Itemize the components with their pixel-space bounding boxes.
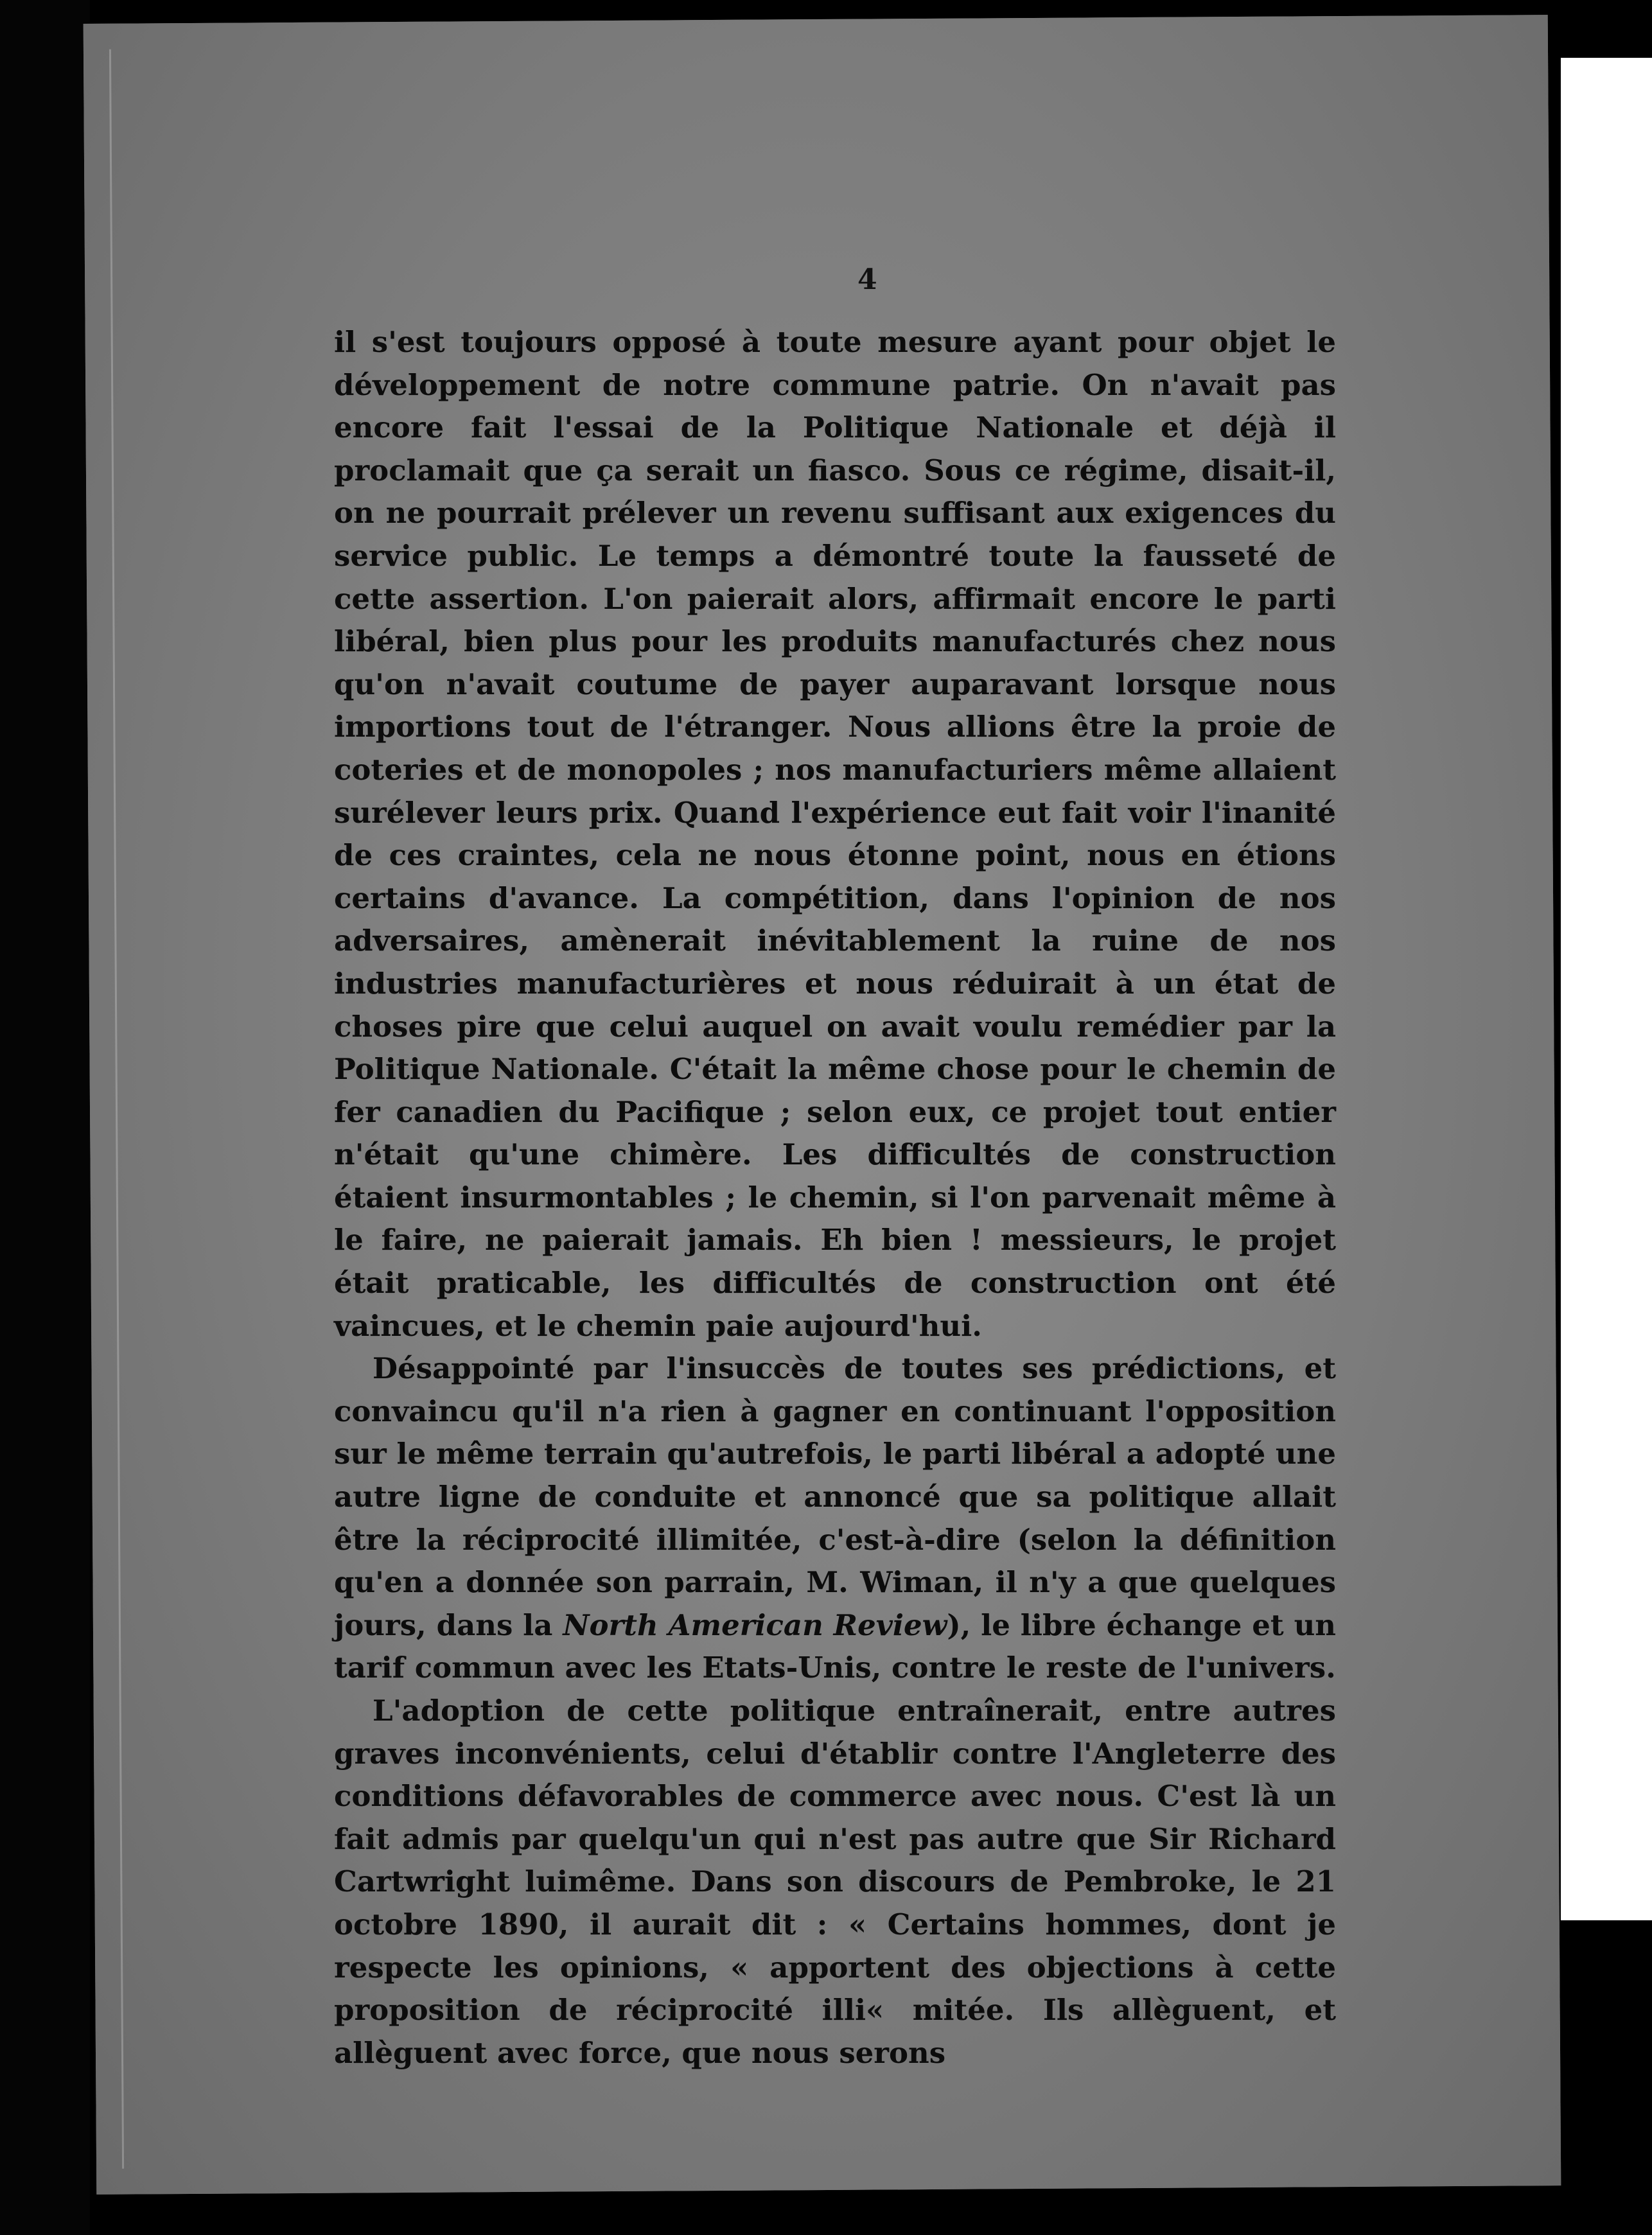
- text-segment: Désappointé par l'insuccès de toutes ses prédictions, et convaincu qu'il n'a rien à gagner en continuant l'opposition sur le même terrain qu'autrefois, le parti libéral a adopté une autre ligne de conduite et annoncé que sa politique allait être la réciprocité illimitée, c'est-à-dire (selon la définition qu'en a donnée son parrain, M. Wiman, il n'y a que quelques jours, dans la: [334, 1351, 1336, 1642]
- page-number: 4: [857, 263, 877, 296]
- body-text: [334, 321, 1336, 2074]
- paragraph: [334, 1690, 1336, 2074]
- paragraph: [334, 321, 1336, 1347]
- journal-title: North American Review: [563, 1608, 947, 1642]
- text-segment: il s'est toujours opposé à toute mesure ayant pour objet le développement de notre commune patrie. On n'avait pas encore fait l'essai de la Politique Nationale et déjà il proclamait que ça serait un fiasco. Sous ce régime, disait-il, on ne pourrait prélever un revenu suffisant aux exigences du service public. Le temps a démontré toute la fausseté de cette assertion. L'on paierait alors, affirmait encore le parti libéral, bien plus pour les produits manufacturés chez nous qu'on n'avait coutume de payer auparavant lorsque nous importions tout de l'étranger. Nous allions être la proie de coteries et de monopoles ; nos manufacturiers même allaient surélever leurs prix. Quand l'expérience eut fait voir l'inanité de ces craintes, cela ne nous étonne point, nous en étions certains d'avance. La compétition, dans l'opinion de nos adversaires, amènerait inévitablement la ruine de nos industries manufacturières et nous réduirait à un état de choses pire que celui auquel on avait voulu remédier par la Politique Nationale. C'était la même chose pour le chemin de fer canadien du Pacifique ; selon eux, ce projet tout entier n'était qu'une chimère. Les difficultés de construction étaient insurmontables ; le chemin, si l'on parvenait même à le faire, ne paierait jamais. Eh bien ! messieurs, le projet était praticable, les difficultés de construction ont été vaincues, et le chemin paie aujourd'hui.: [334, 325, 1336, 1343]
- adjacent-page-edge: [1561, 58, 1652, 1920]
- text-segment: ), le libre échange et un tarif commun avec les Etats-Unis, contre le reste de l'univers.: [334, 1608, 1336, 1685]
- scan-background: [0, 0, 90, 2235]
- text-segment: L'adoption de cette politique entraînerait, entre autres graves inconvénients, celui d'établir contre l'Angleterre des conditions défavorables de commerce avec nous. C'est là un fait admis par quelqu'un qui n'est pas autre que Sir Richard Cartwright luimême. Dans son discours de Pembroke, le 21 octobre 1890, il aurait dit : « Certains hommes, dont je respecte les opinions, « apportent des objections à cette proposition de réciprocité illi« mitée. Ils allèguent, et allèguent avec force, que nous serons: [334, 1694, 1336, 2070]
- paragraph: [334, 1347, 1336, 1690]
